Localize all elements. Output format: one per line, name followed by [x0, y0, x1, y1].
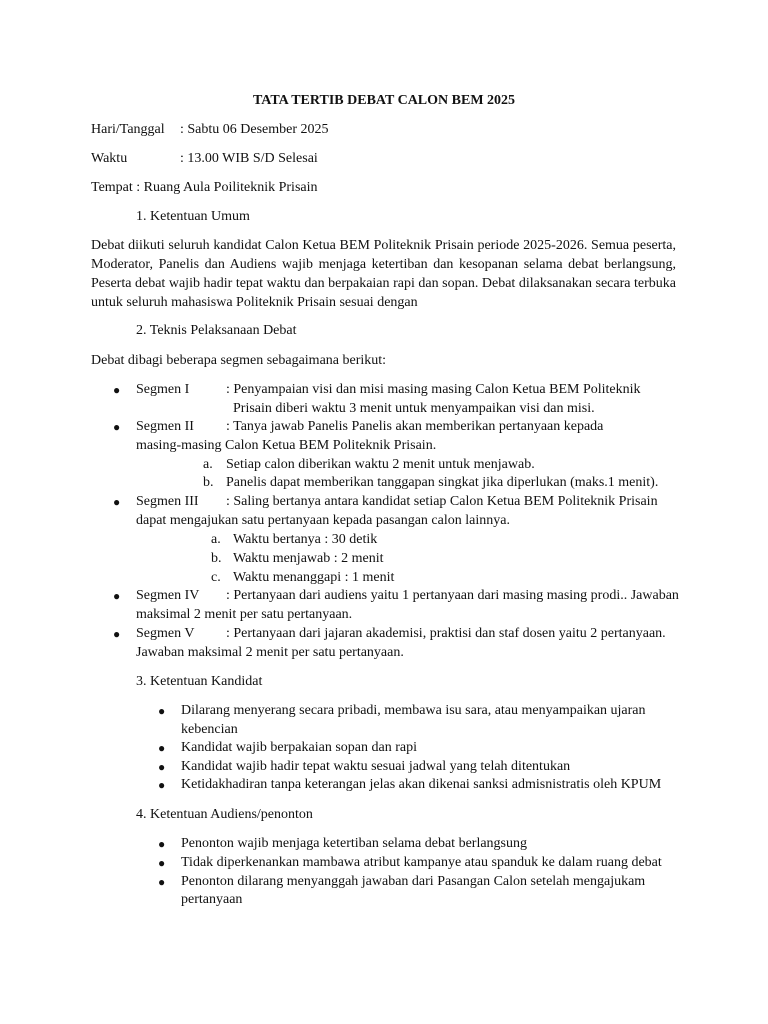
segment-label: Segmen V — [136, 626, 195, 641]
sub-item-text: Waktu bertanya : 30 detik — [233, 532, 378, 547]
bullet-icon: ● — [158, 875, 166, 889]
bullet-icon: ● — [113, 495, 121, 509]
bullet-icon: ● — [158, 837, 166, 851]
section-heading-2: 2. Teknis Pelaksanaan Debat — [136, 323, 297, 338]
section-heading-1: 1. Ketentuan Umum — [136, 209, 250, 224]
segment-text-line: : Tanya jawab Panelis Panelis akan memberikan pertanyaan kepada — [226, 419, 604, 434]
bullet-icon: ● — [113, 420, 121, 434]
sub-item-text: Waktu menanggapi : 1 menit — [233, 570, 395, 585]
section-2-intro: Debat dibagi beberapa segmen sebagaimana berikut: — [91, 353, 387, 368]
list-item-text: Kandidat wajib berpakaian sopan dan rapi — [181, 740, 417, 755]
bullet-icon: ● — [158, 856, 166, 870]
bullet-icon: ● — [158, 704, 166, 718]
list-item-text: Tidak diperkenankan mambawa atribut kampanye atau spanduk ke dalam ruang debat — [181, 855, 662, 870]
sub-marker: a. — [203, 457, 213, 472]
list-item-text: pertanyaan — [181, 892, 243, 907]
waktu-value: : 13.00 WIB S/D Selesai — [180, 151, 318, 166]
sub-marker: c. — [211, 570, 221, 585]
hari-value: : Sabtu 06 Desember 2025 — [180, 122, 329, 137]
section-heading-4: 4. Ketentuan Audiens/penonton — [136, 807, 313, 822]
segment-text-line: : Saling bertanya antara kandidat setiap Calon Ketua BEM Politeknik Prisain — [226, 494, 658, 509]
list-item-text: Kandidat wajib hadir tepat waktu sesuai jadwal yang telah ditentukan — [181, 759, 571, 774]
sub-item-text: Setiap calon diberikan waktu 2 menit untuk menjawab. — [226, 457, 535, 472]
segment-label: Segmen IV — [136, 588, 200, 603]
page-title: TATA TERTIB DEBAT CALON BEM 2025 — [252, 93, 516, 108]
bullet-icon: ● — [113, 589, 121, 603]
bullet-icon: ● — [158, 760, 166, 774]
sub-marker: a. — [211, 532, 221, 547]
segment-text-line: Prisain diberi waktu 3 menit untuk menyampaikan visi dan misi. — [233, 401, 595, 416]
segment-text-line: : Pertanyaan dari audiens yaitu 1 pertanyaan dari masing masing prodi.. Jawaban — [226, 588, 679, 603]
sub-marker: b. — [203, 475, 214, 490]
segment-text-line: Jawaban maksimal 2 menit per satu pertanyaan. — [136, 645, 404, 660]
bullet-icon: ● — [113, 627, 121, 641]
segment-text-line: masing-masing Calon Ketua BEM Politeknik Prisain. — [136, 438, 437, 453]
bullet-icon: ● — [158, 741, 166, 755]
segment-text-line: maksimal 2 menit per satu pertanyaan. — [136, 607, 353, 622]
list-item-text: Ketidakhadiran tanpa keterangan jelas akan dikenai sanksi admisnistratis oleh KPUM — [181, 777, 662, 792]
segment-text-line: : Penyampaian visi dan misi masing masing Calon Ketua BEM Politeknik — [226, 382, 641, 397]
list-item-text: Penonton wajib menjaga ketertiban selama debat berlangsung — [181, 836, 528, 851]
list-item-text: Penonton dilarang menyanggah jawaban dari Pasangan Calon setelah mengajukam — [181, 874, 646, 889]
sub-marker: b. — [211, 551, 222, 566]
segment-text-line: dapat mengajukan satu pertanyaan kepada pasangan calon lainnya. — [136, 513, 510, 528]
section-heading-3: 3. Ketentuan Kandidat — [136, 674, 263, 689]
sub-item-text: Waktu menjawab : 2 menit — [233, 551, 384, 566]
segment-label: Segmen II — [136, 419, 194, 434]
waktu-label: Waktu — [91, 151, 128, 166]
bullet-icon: ● — [113, 383, 121, 397]
list-item-text: kebencian — [181, 722, 238, 737]
sub-item-text: Panelis dapat memberikan tanggapan singkat jika diperlukan (maks.1 menit). — [226, 475, 659, 490]
tempat-line: Tempat : Ruang Aula Poiliteknik Prisain — [91, 180, 318, 195]
segment-label: Segmen III — [136, 494, 199, 509]
list-item-text: Dilarang menyerang secara pribadi, membawa isu sara, atau menyampaikan ujaran — [181, 703, 646, 718]
section-1-paragraph: Debat diikuti seluruh kandidat Calon Ketua BEM Politeknik Prisain periode 2025-2026. Semua peserta, Moderator, Panelis dan Audiens wajib menjaga ketertiban dan kesopanan selama debat berlangsung, Peserta debat wajib hadir tepat waktu dan berpakaian rapi dan sopan. Debat dilaksanakan secara terbuka untuk seluruh mahasiswa Politeknik Prisain sesuai dengan — [91, 238, 676, 310]
hari-label: Hari/Tanggal — [91, 122, 165, 137]
segment-text-line: : Pertanyaan dari jajaran akademisi, praktisi dan staf dosen yaitu 2 pertanyaan. — [226, 626, 666, 641]
segment-label: Segmen I — [136, 382, 190, 397]
bullet-icon: ● — [158, 778, 166, 792]
